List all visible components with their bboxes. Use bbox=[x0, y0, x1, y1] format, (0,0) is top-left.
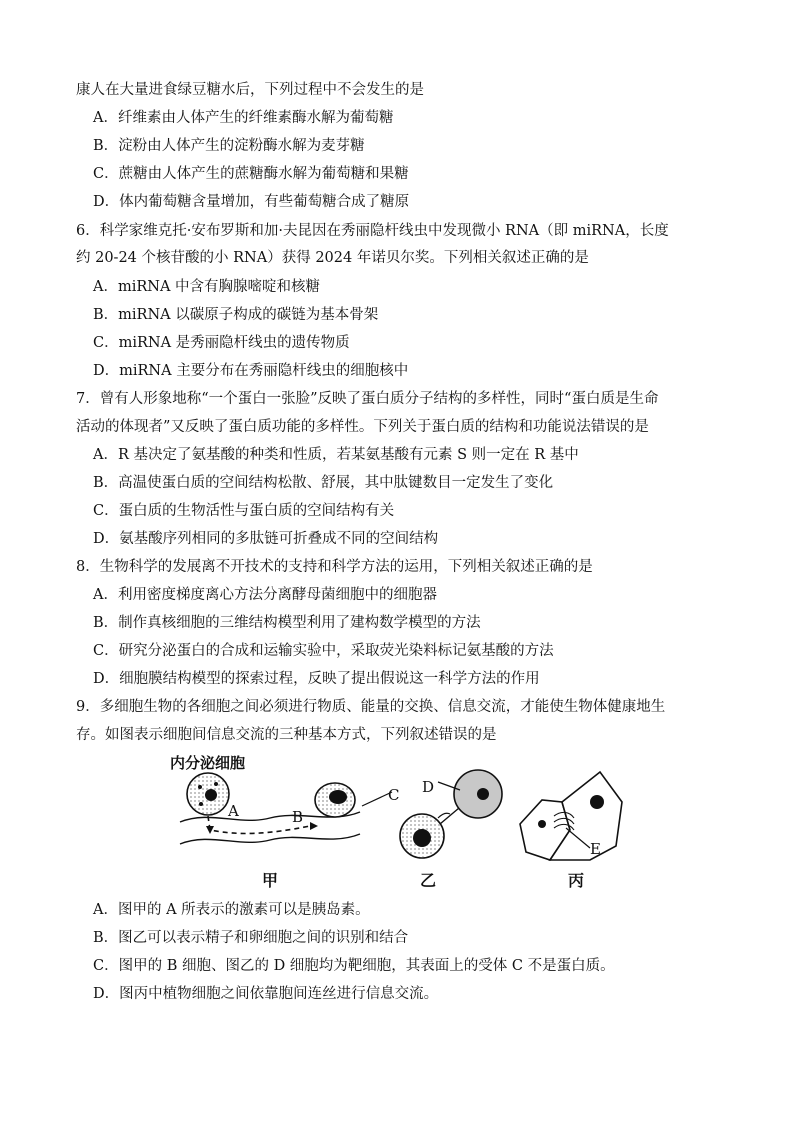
figure-title: 内分泌细胞 bbox=[170, 754, 246, 772]
label-d: D bbox=[422, 778, 435, 796]
panel-label-bing: 丙 bbox=[568, 871, 585, 890]
q9-option-d: D．图丙中植物细胞之间依靠胞间连丝进行信息交流。 bbox=[93, 986, 439, 1002]
q8-option-d: D．细胞膜结构模型的探索过程，反映了提出假说这一科学方法的作用 bbox=[93, 671, 540, 687]
cell-communication-figure bbox=[170, 752, 630, 892]
q5-stem: 康人在大量进食绿豆糖水后，下列过程中不会发生的是 bbox=[76, 82, 424, 98]
q5-option-d: D．体内葡萄糖含量增加，有些葡萄糖合成了糖原 bbox=[93, 194, 410, 210]
figure-diagram bbox=[170, 752, 630, 892]
q8-option-c: C．研究分泌蛋白的合成和运输实验中，采取荧光染料标记氨基酸的方法 bbox=[93, 643, 554, 659]
q7-option-a: A．R 基决定了氨基酸的种类和性质，若某氨基酸有元素 S 则一定在 R 基中 bbox=[93, 447, 579, 463]
q9-option-b: B．图乙可以表示精子和卵细胞之间的识别和结合 bbox=[93, 930, 409, 946]
q7-stem-line2: 活动的体现者”又反映了蛋白质功能的多样性。下列关于蛋白质的结构和功能说法错误的是 bbox=[76, 419, 649, 435]
q8-option-b: B．制作真核细胞的三维结构模型利用了建构数学模型的方法 bbox=[93, 615, 481, 631]
q7-option-d: D．氨基酸序列相同的多肽链可折叠成不同的空间结构 bbox=[93, 531, 439, 547]
label-b: B bbox=[292, 808, 304, 826]
q5-option-a: A．纤维素由人体产生的纤维素酶水解为葡萄糖 bbox=[93, 110, 394, 126]
q7-stem-line1: 7．曾有人形象地称“一个蛋白一张脸”反映了蛋白质分子结构的多样性，同时“蛋白质是生命 bbox=[76, 391, 659, 407]
panel-label-yi: 乙 bbox=[420, 871, 437, 890]
q6-stem-line1: 6．科学家维克托·安布罗斯和加·夫昆因在秀丽隐杆线虫中发现微小 RNA（即 miRNA，长度 bbox=[76, 223, 669, 239]
label-e: E bbox=[590, 840, 601, 858]
q6-option-c: C．miRNA 是秀丽隐杆线虫的遗传物质 bbox=[93, 335, 350, 351]
cell-d-icon bbox=[454, 770, 502, 818]
panel-label-jia: 甲 bbox=[262, 871, 279, 890]
q9-option-c: C．图甲的 B 细胞、图乙的 D 细胞均为靶细胞，其表面上的受体 C 不是蛋白质。 bbox=[93, 958, 615, 974]
q6-option-d: D．miRNA 主要分布在秀丽隐杆线虫的细胞核中 bbox=[93, 363, 409, 379]
cell-yi-left-icon bbox=[400, 814, 444, 858]
label-c: C bbox=[388, 786, 400, 804]
target-cell-b-icon bbox=[315, 783, 355, 817]
q6-stem-line2: 约 20-24 个核苷酸的小 RNA）获得 2024 年诺贝尔奖。下列相关叙述正确的是 bbox=[76, 250, 589, 266]
q8-option-a: A．利用密度梯度离心方法分离酵母菌细胞中的细胞器 bbox=[93, 587, 437, 603]
q5-option-b: B．淀粉由人体产生的淀粉酶水解为麦芽糖 bbox=[93, 138, 365, 154]
q8-stem: 8．生物科学的发展离不开技术的支持和科学方法的运用，下列相关叙述正确的是 bbox=[76, 559, 593, 575]
q5-option-c: C．蔗糖由人体产生的蔗糖酶水解为葡萄糖和果糖 bbox=[93, 166, 409, 182]
q7-option-c: C．蛋白质的生物活性与蛋白质的空间结构有关 bbox=[93, 503, 395, 519]
panel-jia-drawing bbox=[180, 773, 360, 844]
q7-option-b: B．高温使蛋白质的空间结构松散、舒展，其中肽键数目一定发生了变化 bbox=[93, 475, 554, 491]
panel-bing-drawing bbox=[520, 772, 622, 860]
label-a: A bbox=[228, 802, 239, 820]
q6-option-b: B．miRNA 以碳原子构成的碳链为基本骨架 bbox=[93, 307, 379, 323]
q9-stem-line2: 存。如图表示细胞间信息交流的三种基本方式，下列叙述错误的是 bbox=[76, 727, 497, 743]
q9-stem-line1: 9．多细胞生物的各细胞之间必须进行物质、能量的交换、信息交流，才能使生物体健康地生 bbox=[76, 699, 666, 715]
endocrine-cell-icon bbox=[187, 773, 229, 815]
q6-option-a: A．miRNA 中含有胸腺嘧啶和核糖 bbox=[93, 279, 321, 295]
q9-option-a: A．图甲的 A 所表示的激素可以是胰岛素。 bbox=[93, 902, 370, 918]
